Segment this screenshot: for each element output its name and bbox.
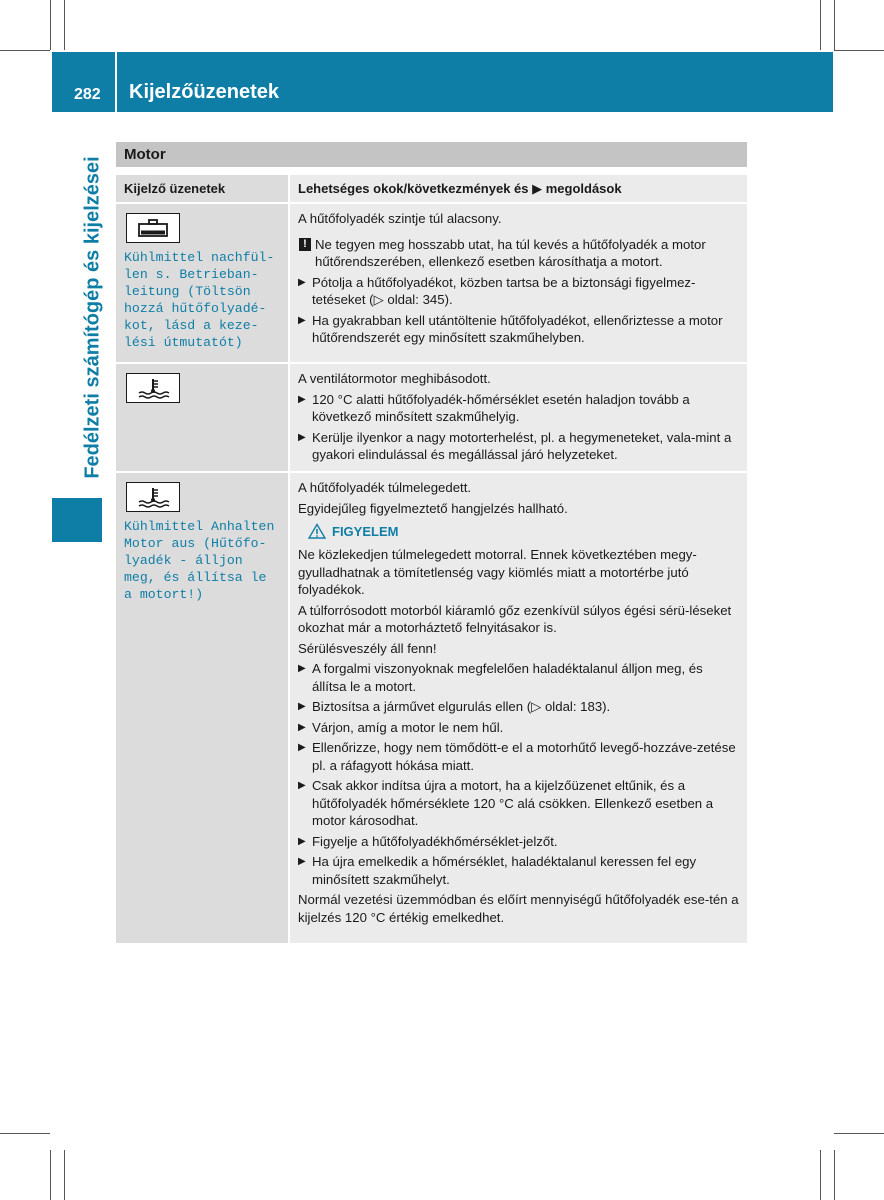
crop-mark [0,50,50,51]
list-item [298,777,739,830]
warning-text: Sérülésveszély áll fenn! [298,640,437,656]
crop-mark [834,1150,835,1200]
step-text: Csak akkor indítsa újra a motort, ha a kijelzőüzenet eltűnik, és a hűtőfolyadék hőmérséklete 120 °C alá csökken. Ellenkező esetben a motor károsodhat. [312,778,714,828]
col-header-display-messages: Kijelző üzenetek [116,175,288,202]
coolant-reservoir-icon [126,213,180,243]
step-text: Biztosítsa a járművet elgurulás ellen (▷ oldal: 183). [312,699,611,714]
display-message-cell [116,364,288,471]
header-divider [115,52,117,112]
bullet-arrow-icon: ▶ [298,856,306,867]
step-text: Pótolja a hűtőfolyadékot, közben tartsa be a biztonsági figyelmez-tetéseket (▷ oldal: 345). [312,274,696,307]
section-header: Motor [116,142,747,167]
step-text: Ha gyakrabban kell utántöltenie hűtőfolyadékot, ellenőriztesse a motor hűtőrendszerét egy minősített szakműhelyben. [312,312,723,345]
display-message-cell [116,473,288,943]
step-text: Várjon, amíg a motor le nem hűl. [312,719,504,735]
coolant-temperature-icon [126,482,180,512]
bullet-arrow-icon: ▶ [298,780,306,791]
crop-mark [50,0,51,50]
display-message-cell [116,204,288,362]
cause-solution-cell [290,204,747,362]
chapter-title [77,142,109,492]
crop-mark [834,50,884,51]
bullet-arrow-icon: ▶ [298,314,306,326]
page-header [52,52,833,112]
bullet-arrow-icon: ▶ [298,276,306,288]
crop-mark [64,1150,65,1200]
bullet-arrow-icon: ▶ [298,663,306,674]
warning-text: Ne közlekedjen túlmelegedett motorral. Ennek következtében megy-gyulladhatnak a tömítetlenség vagy kiömlés miatt a motortérbe jutó folyadékok. [298,547,697,597]
bullet-arrow-icon: ▶ [298,393,306,405]
cause-text: A ventilátormotor meghibásodott. [298,371,491,386]
display-message-text: Kühlmittel Anhalten Motor aus (Hűtőfo- lyadék - álljon meg, és állítsa le a motort!) [124,519,275,602]
step-text: Kerülje ilyenkor a nagy motorterhelést, pl. a hegymeneteket, vala-mint a gyakori elindulással és megállással járó helyzeteket. [312,429,732,462]
bullet-arrow-icon: ▶ [298,835,306,847]
warning-heading [308,523,739,539]
cause-text: A hűtőfolyadék szintje túl alacsony. [298,211,502,226]
crop-mark [64,0,65,50]
list-item [298,739,739,774]
cause-solution-cell [290,473,747,943]
list-item [298,391,739,426]
crop-mark [820,0,821,50]
list-item [298,274,739,309]
exclamation-icon: ! [299,238,311,251]
table-header-row [116,175,747,202]
crop-mark [820,1150,821,1200]
list-item [298,698,739,716]
note-line [298,236,739,271]
list-item [298,660,739,695]
table-row [116,204,747,362]
message-table [116,175,747,945]
list-item [298,312,739,347]
table-row [116,473,747,943]
list-item [298,833,739,851]
crop-mark [50,1150,51,1200]
page-number: 282 [74,86,101,103]
step-text: A forgalmi viszonyoknak megfelelően haladéktalanul álljon meg, és állítsa le a motort. [312,661,703,694]
display-message-text: Kühlmittel nachfül- len s. Betrieban- leitung (Töltsön hozzá hűtőfolyadé- kot, lásd a keze- lési útmutatót) [124,250,275,350]
crop-mark [0,1133,50,1134]
note-text: Ne tegyen meg hosszabb utat, ha túl kevés a hűtőfolyadék a motor hűtőrendszerében, ellenkező esetben károsíthatja a motort. [315,236,706,269]
table-row [116,364,747,471]
page-title: Kijelzőüzenetek [129,81,280,103]
warning-triangle-icon [308,523,326,539]
footer-note: Normál vezetési üzemmódban és előírt mennyiségű hűtőfolyadék ese-tén a kijelzés 120 °C értékig emelkedhet. [298,892,739,925]
crop-mark [834,1133,884,1134]
coolant-temperature-icon [126,373,180,403]
chapter-title-text: Fedélzeti számítógép és kijelzései [81,155,104,479]
step-text: Ellenőrizze, hogy nem tömődött-e el a motorhűtő levegő-hozzáve-zetése pl. a ráfagyott hókása miatt. [312,740,736,773]
list-item [298,429,739,464]
chapter-tab-marker [52,498,102,542]
step-text: Ha újra emelkedik a hőmérséklet, haladéktalanul keressen fel egy minősített szakműhelyt. [312,854,697,887]
list-item [298,719,739,737]
cause-text: A hűtőfolyadék túlmelegedett. [298,480,472,495]
crop-mark [834,0,835,50]
bullet-arrow-icon: ▶ [298,742,306,753]
warning-title: FIGYELEM [332,523,399,539]
list-item [298,853,739,888]
bullet-arrow-icon: ▶ [298,701,306,712]
bullet-arrow-icon: ▶ [298,431,306,443]
warning-text: A túlforrósodott motorból kiáramló gőz ezenkívül súlyos égési sérü-léseket okozhat már a motorháztető felnyitásakor is. [298,602,732,635]
step-text: 120 °C alatti hűtőfolyadék-hőmérséklet esetén haladjon tovább a következő minősített szakműhelyig. [312,391,690,424]
col-header-causes-solutions: Lehetséges okok/következmények és ▶ megoldások [290,175,747,202]
cause-solution-cell [290,364,747,471]
cause-text: Egyidejűleg figyelmeztető hangjelzés hallható. [298,500,568,516]
step-text: Figyelje a hűtőfolyadékhőmérséklet-jelzőt. [312,833,558,849]
bullet-arrow-icon: ▶ [298,721,306,733]
